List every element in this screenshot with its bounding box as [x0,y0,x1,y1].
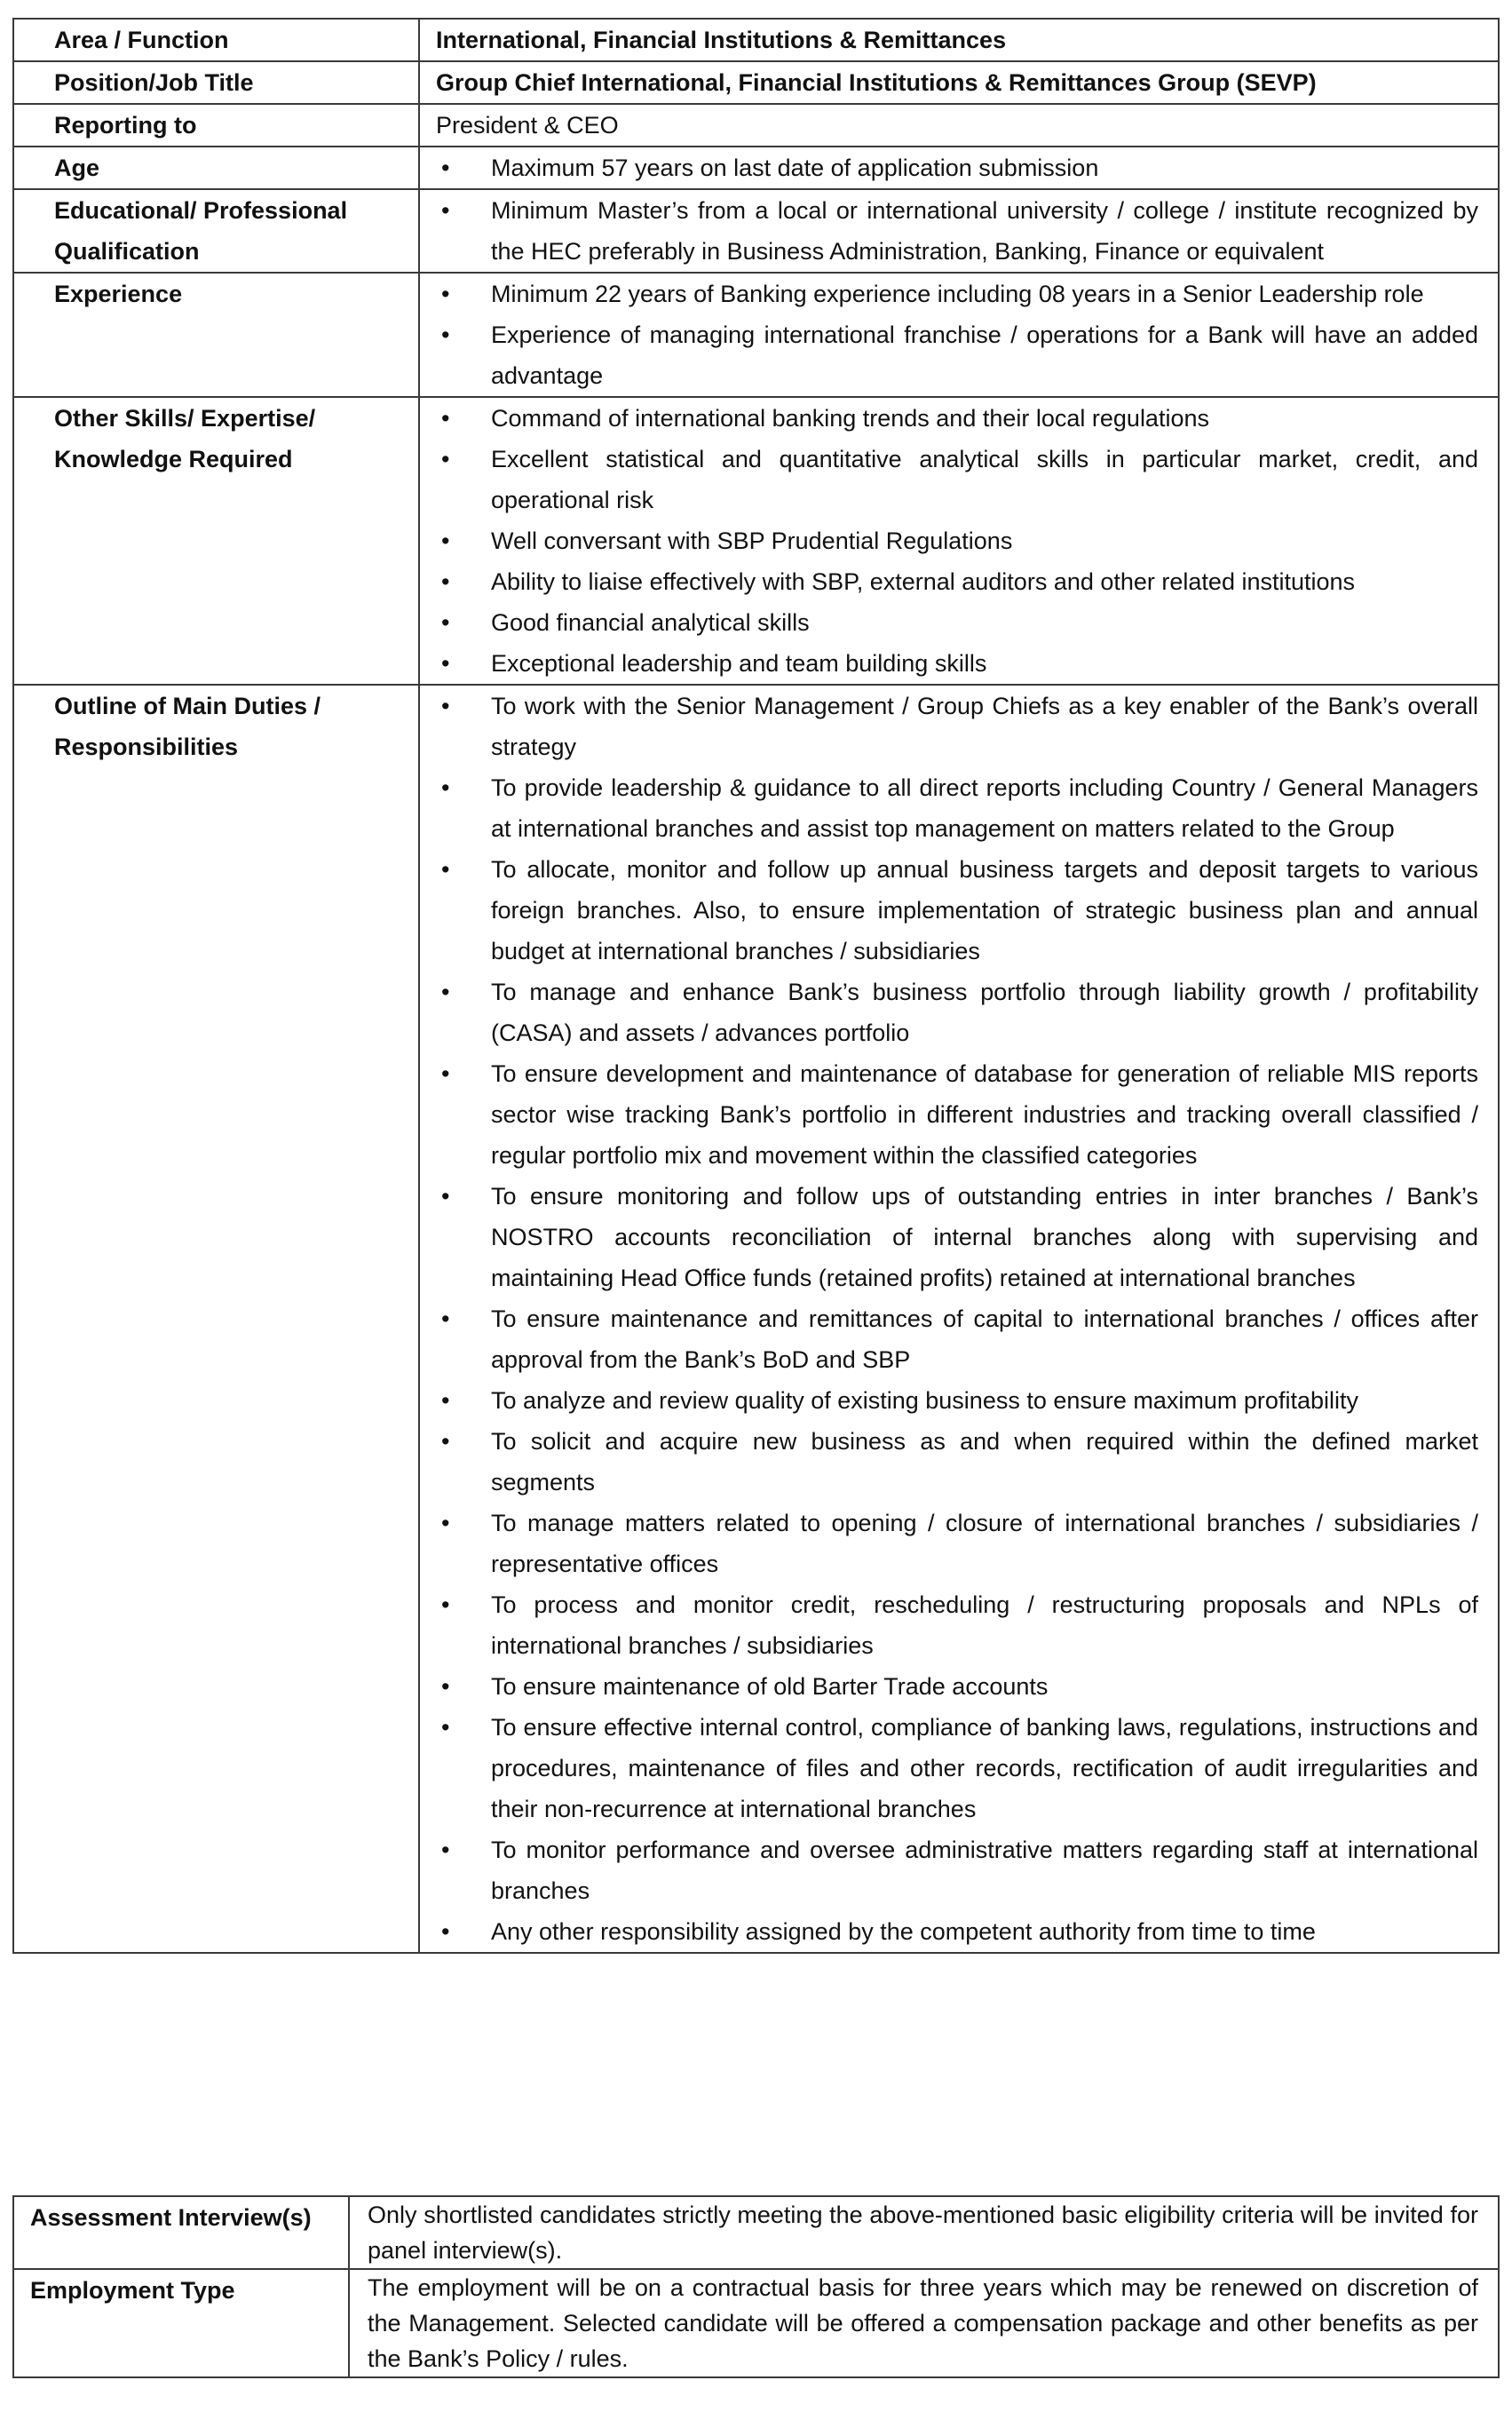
list-item: • To process and monitor credit, rescheduling / restructuring proposals and NPLs of international branches / subsidiaries [436,1584,1478,1666]
value-area-function: International, Financial Institutions & Remittances [419,19,1499,61]
value-employment-type: The employment will be on a contractual basis for three years which may be renewed on discretion of the Management. Selected candidate will be offered a compensation package and other benefits as per the Bank’s Policy / rules. [349,2269,1499,2377]
label-assessment-interview: Assessment Interview(s) [13,2196,349,2269]
list-item: • Excellent statistical and quantitative analytical skills in particular market, credit, and operational risk [436,439,1478,520]
row-assessment-interview [13,2196,1499,2269]
list-item: • To work with the Senior Management / Group Chiefs as a key enabler of the Bank’s overall strategy [436,686,1478,767]
value-position-title: Group Chief International, Financial Institutions & Remittances Group (SEVP) [419,61,1499,104]
list-item: • To ensure maintenance of old Barter Trade accounts [436,1666,1478,1707]
list-item: • To provide leadership & guidance to all direct reports including Country / General Managers at international branches and assist top management on matters related to the Group [436,767,1478,849]
list-item: • Minimum Master’s from a local or international university / college / institute recognized by the HEC preferably in Business Administration, Banking, Finance or equivalent [436,190,1478,272]
value-main-duties [419,685,1499,1953]
label-experience: Experience [13,273,419,397]
value-assessment-interview: Only shortlisted candidates strictly meeting the above-mentioned basic eligibility criteria will be invited for panel interview(s). [349,2196,1499,2269]
value-reporting-to: President & CEO [419,104,1499,147]
interview-employment-table [12,2195,1500,2378]
bullet-list [436,686,1478,1952]
job-description-table [12,18,1500,1954]
bullet-list [436,190,1478,272]
list-item: • Minimum 22 years of Banking experience including 08 years in a Senior Leadership role [436,274,1478,314]
list-item: • Good financial analytical skills [436,602,1478,643]
row-employment-type [13,2269,1499,2377]
value-other-skills [419,397,1499,685]
label-age: Age [13,147,419,189]
list-item: • Exceptional leadership and team building skills [436,643,1478,684]
list-item: • To ensure maintenance and remittances of capital to international branches / offices after approval from the Bank’s BoD and SBP [436,1298,1478,1380]
list-item: • To ensure effective internal control, compliance of banking laws, regulations, instructions and procedures, maintenance of files and other records, rectification of audit irregularities and their non-recurrence at international branches [436,1707,1478,1829]
list-item: • To allocate, monitor and follow up annual business targets and deposit targets to various foreign branches. Also, to ensure implementation of strategic business plan and annual budget at international branches / subsidiaries [436,849,1478,972]
bullet-list [436,398,1478,684]
row-area-function [13,19,1499,61]
row-qualification [13,189,1499,273]
bullet-list [436,147,1478,188]
label-position-title: Position/Job Title [13,61,419,104]
row-position-title [13,61,1499,104]
list-item: • Well conversant with SBP Prudential Regulations [436,520,1478,561]
label-main-duties: Outline of Main Duties / Responsibilities [13,685,419,1953]
list-item: • Experience of managing international franchise / operations for a Bank will have an added advantage [436,314,1478,396]
row-other-skills [13,397,1499,685]
value-qualification [419,189,1499,273]
label-qualification: Educational/ Professional Qualification [13,189,419,273]
list-item: • To ensure development and maintenance of database for generation of reliable MIS reports sector wise tracking Bank’s portfolio in different industries and tracking overall classified / regular portfolio mix and movement within the classified categories [436,1053,1478,1176]
label-area-function: Area / Function [13,19,419,61]
list-item: • To monitor performance and oversee administrative matters regarding staff at international branches [436,1829,1478,1911]
list-item: • Command of international banking trends and their local regulations [436,398,1478,439]
bullet-list [436,274,1478,396]
row-age [13,147,1499,189]
label-other-skills: Other Skills/ Expertise/ Knowledge Required [13,397,419,685]
label-reporting-to: Reporting to [13,104,419,147]
row-reporting-to [13,104,1499,147]
list-item: • Ability to liaise effectively with SBP, external auditors and other related institutions [436,561,1478,602]
row-main-duties [13,685,1499,1953]
list-item: • Maximum 57 years on last date of application submission [436,147,1478,188]
list-item: • To solicit and acquire new business as and when required within the defined market segments [436,1421,1478,1503]
list-item: • To manage and enhance Bank’s business portfolio through liability growth / profitability (CASA) and assets / advances portfolio [436,972,1478,1053]
list-item: • Any other responsibility assigned by the competent authority from time to time [436,1911,1478,1952]
list-item: • To manage matters related to opening / closure of international branches / subsidiaries / representative offices [436,1503,1478,1584]
list-item: • To ensure monitoring and follow ups of outstanding entries in inter branches / Bank’s NOSTRO accounts reconciliation of internal branches along with supervising and maintaining Head Office funds (retained profits) retained at international branches [436,1176,1478,1298]
list-item: • To analyze and review quality of existing business to ensure maximum profitability [436,1380,1478,1421]
row-experience [13,273,1499,397]
value-age [419,147,1499,189]
value-experience [419,273,1499,397]
label-employment-type: Employment Type [13,2269,349,2377]
